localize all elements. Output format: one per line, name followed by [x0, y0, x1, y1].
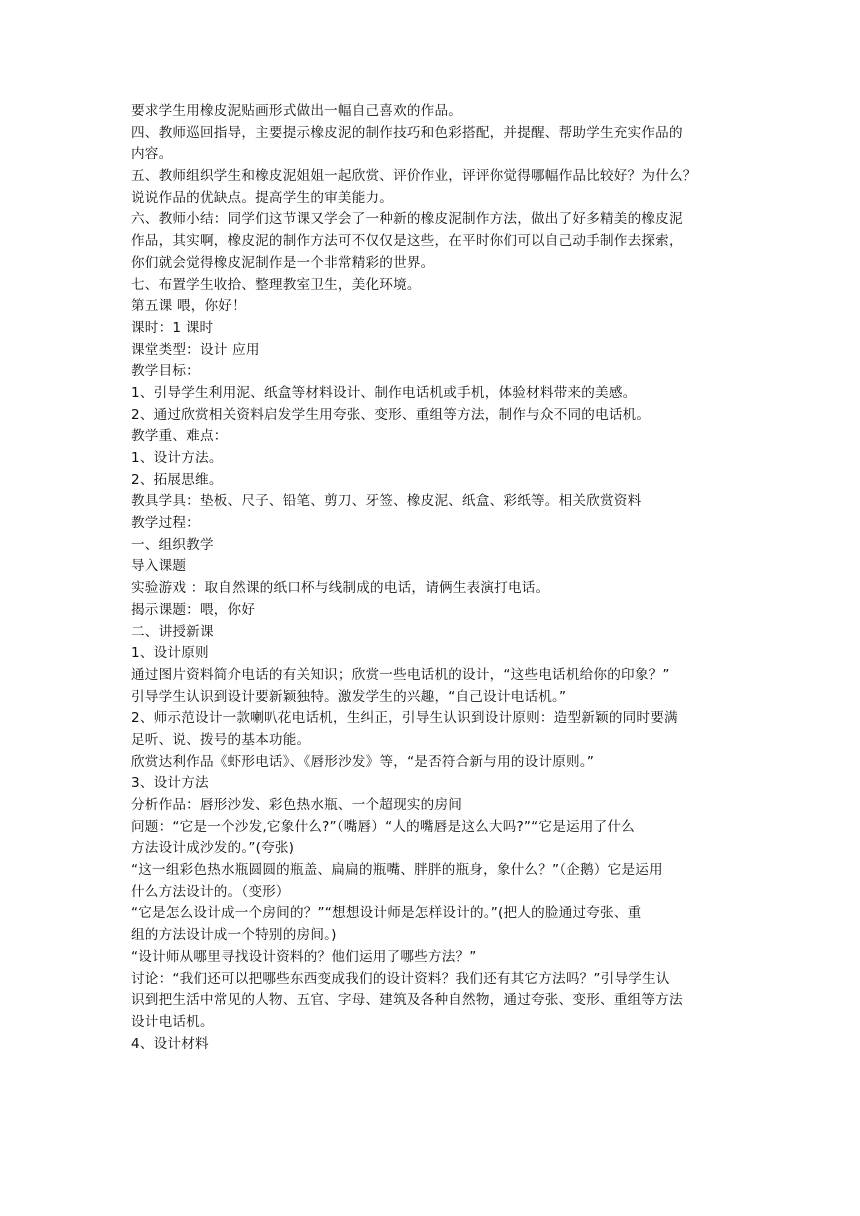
- text-line: 五、教师组织学生和橡皮泥姐姐一起欣赏、评价作业，评评你觉得哪幅作品比较好？为什么？: [131, 168, 697, 185]
- text-line: 方法设计成沙发的。”(夸张): [131, 840, 295, 857]
- text-line: 教具学具：垫板、尺子、铅笔、剪刀、牙签、橡皮泥、纸盒、彩纸等。相关欣赏资料: [131, 493, 642, 510]
- text-line: 2、通过欣赏相关资料启发学生用夸张、变形、重组等方法，制作与众不同的电话机。: [131, 406, 651, 423]
- text-line: 课堂类型：设计 应用: [131, 341, 260, 358]
- text-line: 二、讲授新课: [131, 623, 214, 640]
- text-line: 2、拓展思维。: [131, 471, 223, 488]
- text-line: 分析作品：唇形沙发、彩色热水瓶、一个超现实的房间: [131, 797, 463, 813]
- text-line: 四、教师巡回指导，主要提示橡皮泥的制作技巧和色彩搭配，并提醒、帮助学生充实作品的: [131, 124, 683, 141]
- text-line: “它是怎么设计成一个房间的？”“想想设计师是怎样设计的。”(把人的脸通过夸张、重: [131, 905, 642, 922]
- text-line: 1、设计方法。: [131, 450, 223, 466]
- text-line: 通过图片资料简介电话的有关知识；欣赏一些电话机的设计，“这些电话机给你的印象？”: [131, 666, 670, 683]
- text-line: 1、引导学生利用泥、纸盒等材料设计、制作电话机或手机，体验材料带来的美感。: [131, 384, 637, 401]
- text-line: 欣赏达利作品《虾形电话》、《唇形沙发》等，“是否符合新与用的设计原则。”: [131, 753, 595, 770]
- text-line: 六、教师小结：同学们这节课又学会了一种新的橡皮泥制作方法，做出了好多精美的橡皮泥: [131, 211, 683, 228]
- text-line: 组的方法设计成一个特别的房间。): [131, 927, 337, 944]
- text-line: 设计电话机。: [131, 1013, 214, 1030]
- text-line: 作品，其实啊，橡皮泥的制作方法可不仅仅是这些，在平时你们可以自己动手制作去探索，: [131, 233, 683, 250]
- text-line: 讨论：“我们还可以把哪些东西变成我们的设计资料？我们还有其它方法吗？”引导学生认: [131, 970, 670, 987]
- text-line: 1、设计原则: [131, 645, 209, 662]
- text-line: 3、设计方法: [131, 775, 209, 792]
- text-line: 什么方法设计的。（变形）: [131, 883, 290, 900]
- text-line: “设计师从哪里寻找设计资料的？他们运用了哪些方法？”: [131, 948, 477, 965]
- text-line: 你们就会觉得橡皮泥制作是一个非常精彩的世界。: [131, 254, 435, 271]
- text-line: 2、师示范设计一款喇叭花电话机，生纠正，引导生认识到设计原则：造型新颖的同时要满: [131, 710, 678, 727]
- text-line: 要求学生用橡皮泥贴画形式做出一幅自己喜欢的作品。: [131, 103, 463, 119]
- text-line: 4、设计材料: [131, 1035, 209, 1052]
- text-line: 七、布置学生收拾、整理教室卫生，美化环境。: [131, 276, 421, 293]
- text-line: 内容。: [131, 146, 173, 163]
- lesson-title: 第五课 喂，你好！: [131, 298, 246, 315]
- text-line: 课时：1 课时: [131, 319, 214, 336]
- text-line: “这一组彩色热水瓶圆圆的瓶盖、扁扁的瓶嘴、胖胖的瓶身，象什么？”（企鹅）它是运用: [131, 862, 663, 879]
- text-line: 一、组织教学: [131, 536, 214, 553]
- text-line: 问题：“它是一个沙发,它象什么?”（嘴唇）“人的嘴唇是这么大吗?”“它是运用了什么: [131, 818, 635, 835]
- section-heading: 教学过程：: [131, 515, 200, 532]
- section-heading: 教学重、难点：: [131, 428, 228, 445]
- text-line: 足听、说、拨号的基本功能。: [131, 731, 311, 748]
- text-line: 说说作品的优缺点。提高学生的审美能力。: [131, 189, 394, 206]
- document-body: [131, 101, 731, 1055]
- text-line: 实验游戏 ：取自然课的纸口杯与线制成的电话，请俩生表演打电话。: [131, 580, 550, 597]
- text-line: 引导学生认识到设计要新颖独特。激发学生的兴趣，“自己设计电话机。”: [131, 688, 567, 705]
- text-line: 导入课题: [131, 558, 187, 575]
- text-line: 揭示课题：喂，你好: [131, 601, 256, 618]
- section-heading: 教学目标：: [131, 363, 200, 380]
- text-line: 识到把生活中常见的人物、五官、字母、建筑及各种自然物，通过夸张、变形、重组等方法: [131, 992, 683, 1009]
